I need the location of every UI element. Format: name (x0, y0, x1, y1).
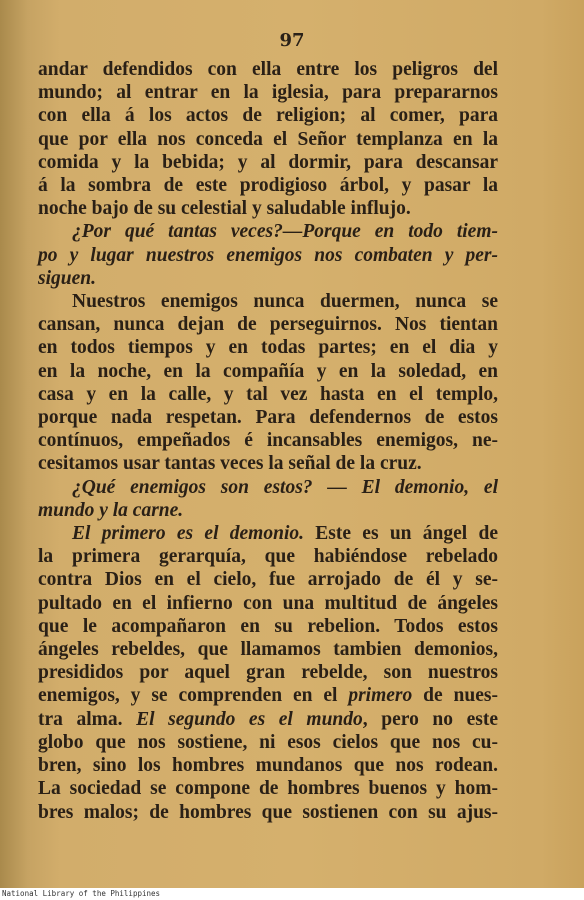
italic-phrase: El primero es el demonio. (72, 523, 304, 545)
text-line: bren, sino los hombres mundanos que nos rodean. (38, 755, 498, 777)
page-number: 97 (279, 30, 305, 51)
text-line: á la sombra de este prodigioso árbol, y pasar la (38, 175, 498, 197)
text-line: casa y en la calle, y tal vez hasta en el templo, (38, 383, 498, 405)
text-line: tra alma. El segundo es el mundo, pero no este (38, 708, 498, 730)
text-line: porque nada respetan. Para defendernos de estos (38, 407, 498, 429)
text-line: mundo y la carne. (38, 499, 184, 521)
italic-phrase: primero (348, 685, 413, 707)
text-line: que le acompañaron en su rebelion. Todos estos (38, 615, 498, 637)
text-line: po y lugar nuestros enemigos nos combaten y per- (38, 244, 498, 266)
text-line: contra Dios en el cielo, fue arrojado de él y se- (38, 569, 498, 591)
text-line: contínuos, empeñados é incansables enemigos, ne- (38, 430, 498, 452)
text-line: cesitamos usar tantas veces la señal de la cruz. (38, 453, 422, 475)
text-line: globo que nos sostiene, ni esos cielos que nos cu- (38, 731, 498, 753)
text-line: Nuestros enemigos nunca duermen, nunca se (72, 291, 498, 313)
text-line: en la noche, en la compañía y en la soledad, en (38, 360, 498, 382)
text-line: comida y la bebida; y al dormir, para descansar (38, 151, 498, 173)
text-line: mundo; al entrar en la iglesia, para prepararnos (38, 82, 498, 104)
text-line: presididos por aquel gran rebelde, son nuestros (38, 662, 498, 684)
text-line: ¿Qué enemigos son estos? — El demonio, el (72, 476, 498, 498)
text-line: El primero es el demonio. Este es un ángel de (72, 523, 498, 545)
text-line: bres malos; de hombres que sostienen con su ajus- (38, 801, 498, 823)
text-line: andar defendidos con ella entre los peligros del (38, 59, 498, 80)
footer-credit: National Library of the Philippines (0, 888, 584, 900)
text-line: La sociedad se compone de hombres buenos y hom- (38, 778, 498, 800)
text-line: que por ella nos conceda el Señor templanza en la (38, 128, 498, 150)
text-line: ángeles rebeldes, que llamamos tambien demonios, (38, 639, 498, 661)
page-text (38, 58, 498, 824)
text-line: ¿Por qué tantas veces?—Porque en todo tiem- (72, 221, 498, 243)
text-line: en todos tiempos y en todas partes; en el dia y (38, 337, 498, 359)
italic-phrase: El segundo es el mundo (136, 708, 363, 730)
text-line: con ella á los actos de religion; al comer, para (38, 105, 498, 127)
text-line: pultado en el infierno con una multitud de ángeles (38, 592, 498, 614)
text-line: noche bajo de su celestial y saludable influjo. (38, 198, 411, 220)
text-line: enemigos, y se comprenden en el primero de nues- (38, 685, 498, 707)
text-line: cansan, nunca dejan de perseguirnos. Nos tientan (38, 314, 498, 336)
text-line: siguen. (38, 267, 96, 289)
text-line: la primera gerarquía, que habiéndose rebelado (38, 546, 498, 568)
